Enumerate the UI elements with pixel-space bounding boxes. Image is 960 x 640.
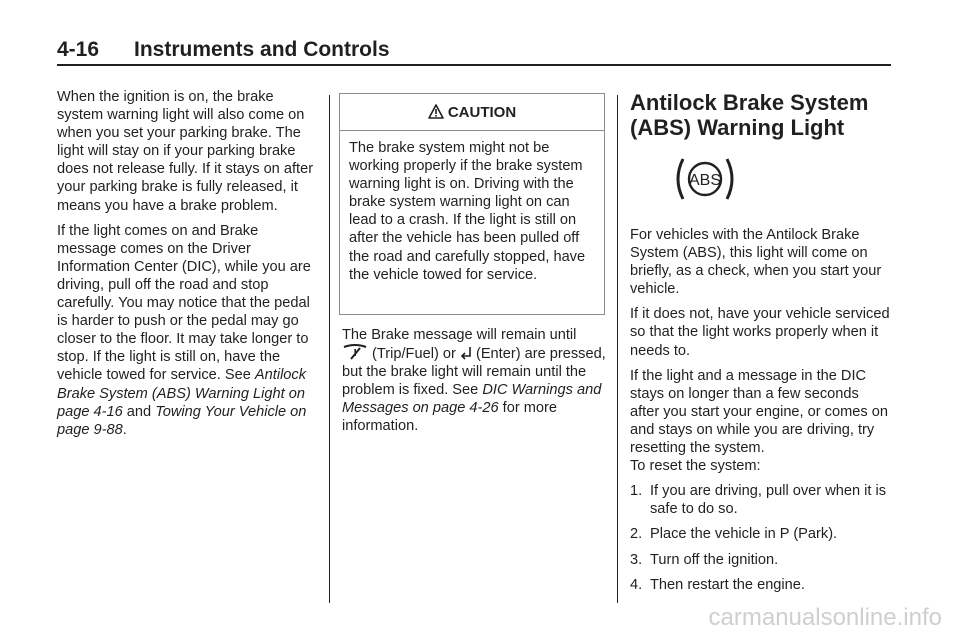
abs-warning-link[interactable]: Antilock Brake System (ABS) Warning Light on page 4-16 [57, 367, 307, 420]
header-rule [57, 64, 891, 66]
reset-steps-list [630, 482, 892, 593]
caution-box [339, 93, 605, 315]
abs-paragraph-3: If the light and a message in the DIC stays on longer than a few seconds after you start your engine, or comes on and stays on while you are driving, try resetting the system. [630, 367, 888, 457]
caution-heading: CAUTION [340, 94, 604, 131]
abs-paragraph-2: If it does not, have your vehicle serviced so that the light works properly when it needs to. [630, 306, 890, 359]
towing-link[interactable]: Towing Your Vehicle on page 9-88 [57, 403, 307, 438]
column-1 [57, 88, 317, 446]
list-item: 2. Place the vehicle in P (Park). [630, 526, 838, 543]
column-divider-1 [329, 95, 330, 603]
list-item: 4. Then restart the engine. [630, 576, 805, 593]
page-number: 4-16 [57, 38, 100, 61]
watermark: carmanualsonline.info [708, 604, 942, 631]
brake-message-remain-paragraph: The Brake message will remain until (Trip/Fuel) or (Enter) are pressed, but the brake light will remain until the problem is fixed. See DIC Warnings and Messages on page 4-26 for more information. [342, 327, 606, 435]
abs-paragraph-1: For vehicles with the Antilock Brake System (ABS), this light will come on briefly, as a check, when you start your vehicle. [630, 227, 882, 298]
abs-reset-heading: To reset the system: [630, 458, 761, 475]
trip-fuel-icon [342, 344, 368, 360]
page-header [57, 38, 891, 66]
brake-light-paragraph: When the ignition is on, the brake system warning light will also come on when you set your parking brake. The light will stay on if your parking brake does not release fully. If it stays on after your parking brake is fully released, it means you have a brake problem. [57, 89, 314, 214]
column-divider-2 [617, 95, 618, 603]
brake-message-paragraph: If the light comes on and Brake message comes on the Driver Information Center (DIC), while you are driving, pull off the road and stop carefully. You may notice that the pedal is harder to push or the pedal may go closer to the floor. It may take longer to stop. If the light is still on, have the vehicle towed for service. See Antilock Brake System (ABS) Warning Light on page 4-16 and Towing Your Vehicle on page 9-88. [57, 222, 311, 438]
caution-text: The brake system might not be working properly if the brake system warning light is on. Driving with the brake system warning light on can lead to a crash. If the light is still on after the vehicle has been pulled off the road and carefully stopped, have the vehicle towed for service. [349, 140, 586, 283]
abs-warning-icon [670, 154, 740, 204]
list-item: 1. If you are driving, pull over when it is safe to do so. [630, 483, 887, 518]
enter-icon [460, 346, 472, 360]
svg-text:ABS: ABS [688, 172, 722, 189]
section-title: Instruments and Controls [134, 38, 390, 61]
dic-warnings-link[interactable]: DIC Warnings and Messages on page 4-26 [342, 382, 602, 417]
abs-section-title: Antilock Brake System (ABS) Warning Light [630, 90, 869, 140]
column-3 [630, 90, 892, 601]
warning-triangle-icon [428, 104, 444, 120]
list-item: 3. Turn off the ignition. [630, 551, 779, 568]
